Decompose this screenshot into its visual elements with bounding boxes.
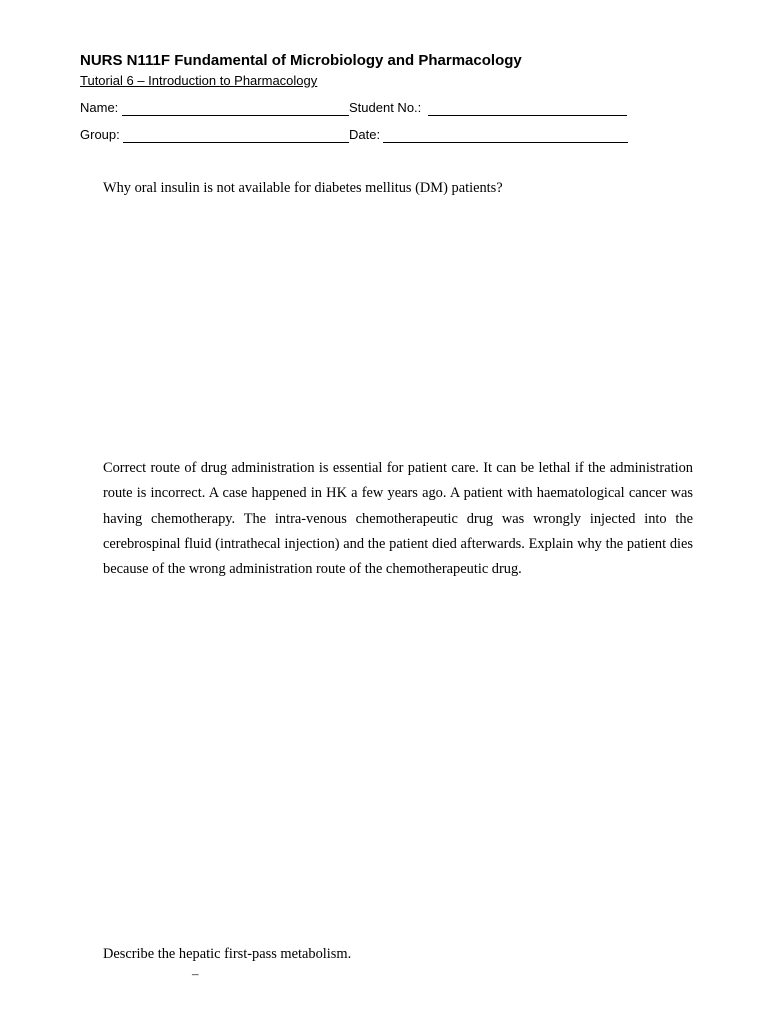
stray-dash-mark: –: [192, 966, 199, 981]
question-1: Why oral insulin is not available for diabetes mellitus (DM) patients?: [103, 180, 503, 196]
question-3: Describe the hepatic first-pass metabolism.: [103, 946, 352, 962]
date-label: Date:: [349, 127, 381, 142]
student-no-field-line[interactable]: [428, 115, 627, 116]
course-title: NURS N111F Fundamental of Microbiology and Pharmacology: [80, 52, 522, 69]
student-no-label: Student No.:: [349, 100, 422, 115]
question-2: Correct route of drug administration is essential for patient care. It can be lethal if the administration route is incorrect. A case happened in HK a few years ago. A patient with haematological cancer was having chemotherapy. The intra-venous chemotherapeutic drug was wrongly injected into the cerebrospinal fluid (intrathecal injection) and the patient died afterwards. Explain why the patient dies because of the wrong administration route of the chemotherapeutic drug.: [103, 460, 693, 578]
group-label: Group:: [80, 127, 120, 142]
name-field-line[interactable]: [122, 115, 349, 116]
date-field-line[interactable]: [383, 142, 628, 143]
group-field-line[interactable]: [123, 142, 349, 143]
name-label: Name:: [80, 100, 119, 115]
tutorial-subtitle: Tutorial 6 – Introduction to Pharmacology: [80, 73, 318, 88]
